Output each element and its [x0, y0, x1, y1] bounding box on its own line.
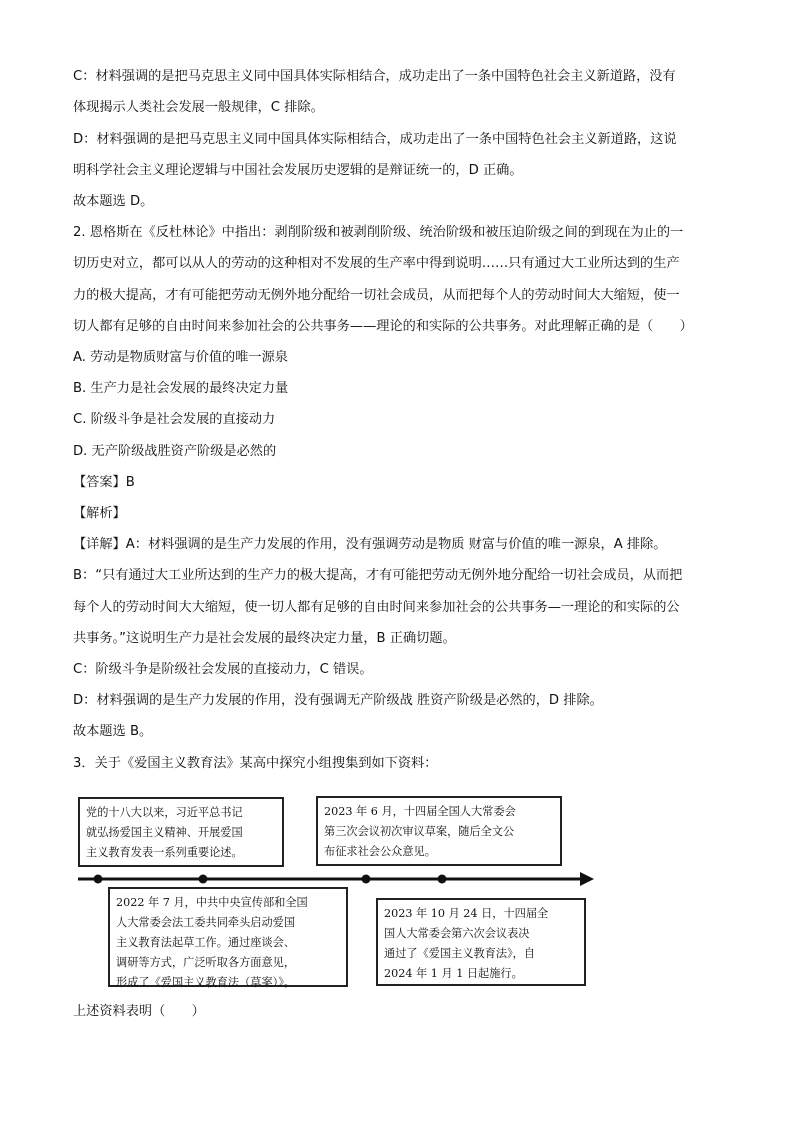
timeline-dot [199, 875, 208, 884]
answer-label: 【答案】B [73, 475, 135, 490]
question-2-stem: 切历史对立，都可以从人的劳动的这种相对不发展的生产率中得到说明……只有通过大工业所达到的生产 [73, 256, 680, 271]
question-2-stem: 力的极大提高，才有可能把劳动无例外地分配给一切社会成员，从而把每个人的劳动时间大大缩短，使一 [73, 288, 680, 303]
box-text: 党的十八大以来，习近平总书记 [86, 806, 243, 819]
box-text: 2023 年 10 月 24 日，十四届全 [384, 907, 549, 920]
analysis-label: 【解析】 [73, 506, 126, 521]
text-line: D：材料强调的是把马克思主义同中国具体实际相结合，成功走出了一条中国特色社会主义新道路，这说 [73, 132, 677, 147]
timeline-box-2023-june [316, 796, 562, 866]
question-2-stem: 切人都有足够的自由时间来参加社会的公共事务——理论的和实际的公共事务。对此理解正确的是（ ） [73, 319, 693, 334]
box-text: 2023 年 6 月，十四届全国人大常委会 [324, 805, 516, 818]
question-3-prompt: 上述资料表明（ ） [73, 1004, 205, 1019]
text-line: C：材料强调的是把马克思主义同中国具体实际相结合，成功走出了一条中国特色社会主义新道路，没有 [73, 69, 676, 84]
box-text: 2022 年 7 月，中共中央宣传部和全国 [116, 896, 308, 909]
box-text: 就弘扬爱国主义精神、开展爱国 [86, 826, 243, 839]
arrow-head-icon [580, 872, 594, 886]
timeline-box-2023-october [376, 898, 586, 986]
box-text: 2024 年 1 月 1 日起施行。 [384, 967, 523, 980]
box-text: 人大常委会法工委共同牵头启动爱国 [116, 916, 296, 929]
text-line: 每个人的劳动时间大大缩短，使一切人都有足够的自由时间来参加社会的公共事务—一理论的和实际的公 [73, 600, 680, 615]
box-text: 形成了《爱国主义教育法（草案）》。 [116, 976, 295, 989]
question-3-stem: 3．关于《爱国主义教育法》某高中探究小组搜集到如下资料： [73, 756, 438, 771]
timeline-box-2012 [78, 797, 284, 867]
text-line: C：阶级斗争是阶级社会发展的直接动力，C 错误。 [73, 662, 373, 677]
timeline-box-2022 [108, 887, 348, 987]
box-text: 通过了《爱国主义教育法》，自 [384, 947, 536, 960]
box-text: 调研等方式，广泛听取各方面意见， [116, 956, 296, 969]
option-c: C. 阶级斗争是社会发展的直接动力 [73, 412, 276, 427]
box-text: 第三次会议初次审议草案，随后全文公 [324, 825, 515, 838]
box-text: 主义教育法起草工作。通过座谈会、 [116, 936, 296, 949]
option-d: D. 无产阶级战胜资产阶级是必然的 [73, 444, 277, 459]
question-2-stem: 2. 恩格斯在《反杜林论》中指出：剥削阶级和被剥削阶级、统治阶级和被压迫阶级之间的到现在为止的一 [73, 225, 684, 240]
text-line: B：“只有通过大工业所达到的生产力的极大提高，才有可能把劳动无例外地分配给一切社会成员，从而把 [73, 568, 683, 583]
timeline-dot [94, 875, 103, 884]
text-line: 体现揭示人类社会发展一般规律，C 排除。 [73, 100, 324, 115]
option-b: B. 生产力是社会发展的最终决定力量 [73, 381, 289, 396]
box-text: 主义教育发表一系列重要论述。 [86, 846, 243, 859]
text-line: 共事务。”这说明生产力是社会发展的最终决定力量，B 正确切题。 [73, 631, 456, 646]
timeline-figure [76, 786, 596, 991]
text-line: 明科学社会主义理论逻辑与中国社会发展历史逻辑的是辩证统一的，D 正确。 [73, 163, 523, 178]
option-a: A. 劳动是物质财富与价值的唯一源泉 [73, 350, 288, 365]
text-line: 故本题选 B。 [73, 724, 153, 739]
box-text: 布征求社会公众意见。 [324, 845, 436, 858]
timeline-dot [438, 875, 447, 884]
text-line: 故本题选 D。 [73, 194, 154, 209]
text-line: D：材料强调的是生产力发展的作用，没有强调无产阶级战 胜资产阶级是必然的，D 排除。 [73, 693, 603, 708]
text-line: 【详解】A：材料强调的是生产力发展的作用，没有强调劳动是物质 财富与价值的唯一源泉，A 排除。 [73, 537, 667, 552]
box-text: 国人大常委会第六次会议表决 [384, 927, 530, 940]
timeline-dot [362, 875, 371, 884]
